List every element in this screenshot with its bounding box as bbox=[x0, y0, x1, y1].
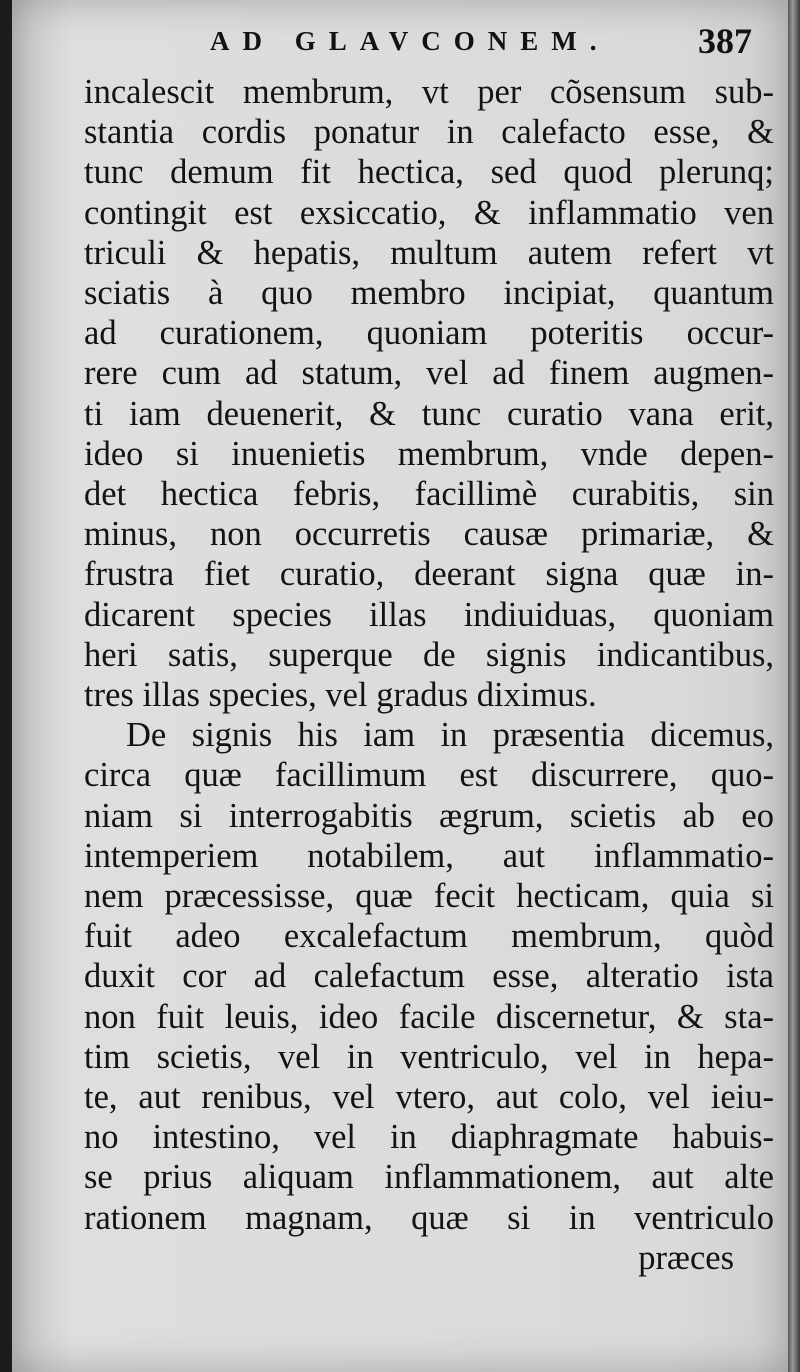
text-line: heri satis, superque de signis indicantibus, bbox=[84, 635, 774, 674]
body-text bbox=[84, 72, 774, 1278]
page-header bbox=[12, 21, 788, 70]
catchword: præces bbox=[638, 1238, 734, 1277]
text-line: ad curationem, quoniam poteritis occur- bbox=[84, 314, 774, 353]
text-line: rere cum ad statum, vel ad finem augmen- bbox=[84, 354, 774, 393]
text-line: incalescit membrum, vt per cõsensum sub- bbox=[84, 73, 774, 111]
text-line: te, aut renibus, vel vtero, aut colo, vel ieiu- bbox=[84, 1078, 774, 1117]
text-line: dicarent species illas indiuiduas, quoniam bbox=[84, 595, 774, 634]
text-line: triculi & hepatis, multum autem refert vt bbox=[84, 233, 774, 272]
text-line: intemperiem notabilem, aut inflammatio- bbox=[84, 836, 774, 875]
text-line: tim scietis, vel in ventriculo, vel in hepa- bbox=[84, 1037, 774, 1076]
text-line: frustra fiet curatio, deerant signa quæ in- bbox=[84, 555, 774, 594]
text-line: nem præcessisse, quæ fecit hecticam, quia si bbox=[84, 877, 774, 916]
text-line: contingit est exsiccatio, & inflammatio ven bbox=[84, 193, 774, 232]
text-line: ti iam deuenerit, & tunc curatio vana erit, bbox=[84, 394, 774, 433]
text-line: stantia cordis ponatur in calefacto esse, & bbox=[84, 113, 774, 152]
text-line: rationem magnam, quæ si in ventriculo bbox=[84, 1198, 774, 1237]
text-line: non fuit leuis, ideo facile discernetur, & sta- bbox=[84, 997, 774, 1036]
text-line: fuit adeo excalefactum membrum, quòd bbox=[84, 917, 774, 956]
page-number: 387 bbox=[698, 21, 752, 61]
text-line: duxit cor ad calefactum esse, alteratio ista bbox=[84, 957, 774, 996]
page-edge-shadow bbox=[788, 0, 800, 1372]
text-line: se prius aliquam inflammationem, aut alte bbox=[84, 1158, 774, 1197]
text-line: ideo si inuenietis membrum, vnde depen- bbox=[84, 434, 774, 473]
book-page bbox=[12, 0, 788, 1372]
text-line: niam si interrogabitis ægrum, scietis ab eo bbox=[84, 796, 774, 835]
paragraph-end-line: tres illas species, vel gradus diximus. bbox=[84, 676, 597, 715]
running-head: AD GLAVCONEM. bbox=[210, 26, 610, 56]
text-line: det hectica febris, facillimè curabitis, sin bbox=[84, 475, 774, 514]
text-line: sciatis à quo membro incipiat, quantum bbox=[84, 274, 774, 313]
text-line: no intestino, vel in diaphragmate habuis- bbox=[84, 1118, 774, 1157]
text-line: minus, non occurretis causæ primariæ, & bbox=[84, 515, 774, 554]
paragraph-start-line: De signis his iam in præsentia dicemus, bbox=[126, 716, 774, 755]
text-line: circa quæ facillimum est discurrere, quo- bbox=[84, 756, 774, 795]
text-line: tunc demum fit hectica, sed quod plerunq; bbox=[84, 153, 774, 192]
